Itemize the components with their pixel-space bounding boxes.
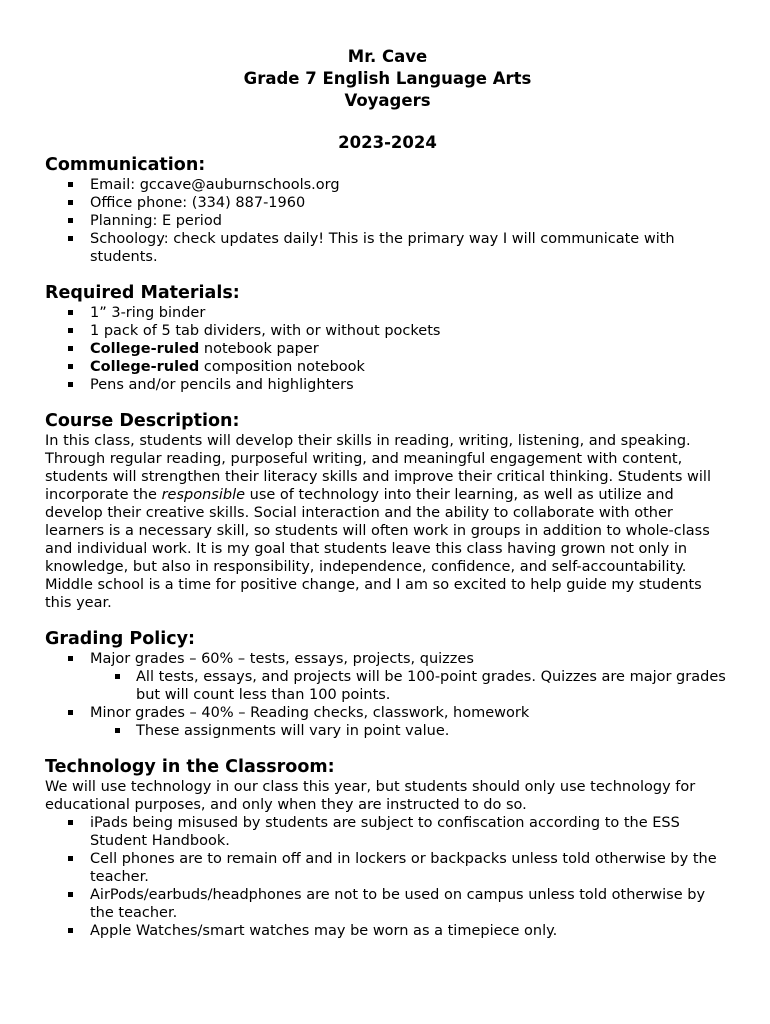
grading-policy-section [45, 628, 730, 740]
syllabus-page [45, 46, 730, 940]
materials-list [45, 304, 730, 394]
list-item-major-grades: Major grades – 60% – tests, essays, projects, quizzes [45, 650, 730, 668]
grading-list [45, 650, 730, 668]
team-name: Voyagers [344, 91, 431, 110]
list-item: College-ruled notebook paper [45, 340, 730, 358]
list-item: 1” 3-ring binder [45, 304, 730, 322]
communication-section [45, 154, 730, 266]
grading-list-minor [45, 704, 730, 722]
materials-heading: Required Materials: [45, 283, 240, 303]
teacher-name: Mr. Cave [347, 47, 428, 66]
course-description-text: In this class, students will develop their skills in reading, writing, listening, and speaking. Through regular reading, purposeful writing, and meaningful engagement with content, students will strengthen their literacy skills and improve their critical thinking. Students will incorporate the responsible use of technology into their learning, as well as utilize and develop their creative skills. Social interaction and the ability to collaborate with other learners is a necessary skill, so students will often work in groups in addition to whole-class and individual work. It is my goal that students leave this class having grown not only in knowledge, but also in responsibility, independence, confidence, and self-accountability. Middle school is a time for positive change, and I am so excited to help guide my students this year. [45, 433, 711, 611]
list-item-planning: Planning: E period [45, 212, 730, 230]
communication-list [45, 176, 730, 266]
list-item-schoology: Schoology: check updates daily! This is the primary way I will communicate with students. [45, 230, 730, 266]
major-grades-sublist [45, 668, 730, 704]
list-item-airpods: AirPods/earbuds/headphones are not to be used on campus unless told otherwise by the teacher. [45, 886, 730, 922]
list-item-watches: Apple Watches/smart watches may be worn as a timepiece only. [45, 922, 730, 940]
technology-section [45, 756, 730, 940]
list-item: Pens and/or pencils and highlighters [45, 376, 730, 394]
materials-section [45, 282, 730, 394]
school-year: 2023-2024 [338, 133, 437, 152]
grading-policy-heading: Grading Policy: [45, 629, 196, 649]
list-item: These assignments will vary in point value. [45, 722, 730, 740]
minor-grades-sublist [45, 722, 730, 740]
list-item: All tests, essays, and projects will be 100-point grades. Quizzes are major grades but will count less than 100 points. [45, 668, 730, 704]
technology-list [45, 814, 730, 940]
technology-heading: Technology in the Classroom: [45, 757, 335, 777]
list-item-minor-grades: Minor grades – 40% – Reading checks, classwork, homework [45, 704, 730, 722]
list-item-ipads: iPads being misused by students are subject to confiscation according to the ESS Student Handbook. [45, 814, 730, 850]
communication-heading: Communication: [45, 155, 206, 175]
course-title: Grade 7 English Language Arts [243, 69, 532, 88]
list-item-office-phone: Office phone: (334) 887-1960 [45, 194, 730, 212]
technology-intro: We will use technology in our class this year, but students should only use technology for educational purposes, and only when they are instructed to do so. [45, 779, 696, 813]
list-item: 1 pack of 5 tab dividers, with or without pockets [45, 322, 730, 340]
list-item: College-ruled composition notebook [45, 358, 730, 376]
course-description-heading: Course Description: [45, 411, 240, 431]
document-header [45, 46, 730, 154]
list-item-cell-phones: Cell phones are to remain off and in lockers or backpacks unless told otherwise by the teacher. [45, 850, 730, 886]
course-description-section [45, 410, 730, 612]
list-item-email: Email: gccave@auburnschools.org [45, 176, 730, 194]
